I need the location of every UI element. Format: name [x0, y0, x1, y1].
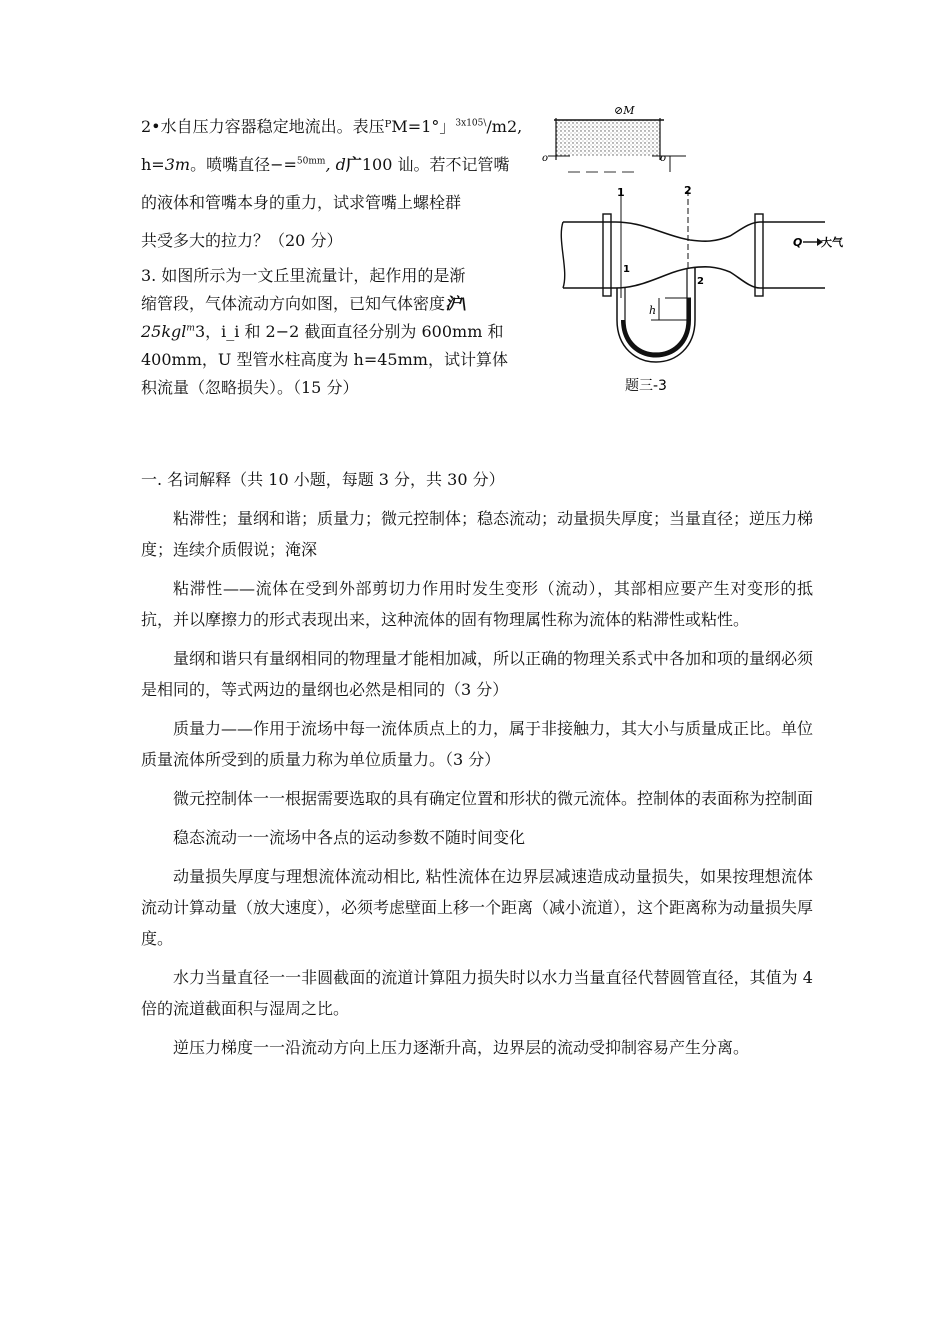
problem3-line-4: 400mm，U 型管水柱高度为 h=45mm，试计算体: [141, 350, 508, 369]
problem2-h: h=: [141, 155, 165, 174]
h-label: h: [649, 304, 657, 317]
gauge-label: ⊘M: [614, 104, 635, 117]
problem3-density-value: 25kgl: [141, 322, 187, 341]
problem2-diameter-value: 50mm: [296, 156, 326, 167]
tank-o-left: o: [542, 153, 549, 164]
definition-body-force: 质量力——作用于流场中每一流体质点上的力，属于非接触力，其大小与质量成正比。单位质量流体所受到的质量力称为单位质量力。（3 分）: [141, 719, 814, 769]
figure-caption: 题三-3: [625, 378, 667, 392]
atmosphere-label: 大气: [821, 236, 843, 249]
section-2-label: 2: [684, 184, 692, 197]
definition-momentum-thickness: 动量损失厚度与理想流体流动相比, 粘性流体在边界层减速造成动量损失，如果按理想流体流动计算动量（放大速度），必须考虑壁面上移一个距离（减小流道），这个距离称为动量损失厚度。: [141, 867, 814, 948]
flow-q-label: Q: [793, 236, 803, 249]
problem2-line2-end: 100 讪。若不记管嘴: [361, 155, 510, 174]
section-heading: 一. 名词解释（共 10 小题，每题 3 分，共 30 分）: [141, 470, 505, 489]
flange-right: [755, 214, 763, 296]
definition-dimensional-homogeneity: 量纲和谐只有量纲相同的物理量才能相加减，所以正确的物理关系式中各加和项的量纲必须是相同的，等式两边的量纲也必然是相同的（3 分）: [141, 649, 814, 699]
problem3-line-2: [141, 290, 541, 318]
problem3-line-1: 3. 如图所示为一文丘里流量计，起作用的是渐: [141, 266, 466, 285]
section-1-label: 1: [617, 186, 625, 199]
problem3-line-3: [141, 318, 541, 346]
definitions-section: [141, 464, 813, 1071]
venturi-upper-wall: [563, 222, 825, 241]
problem2-pressure-unit: /m2,: [486, 117, 523, 136]
definition-hydraulic-diameter: 水力当量直径一一非圆截面的流道计算阻力损失时以水力当量直径代替圆管直径，其值为 4 倍的流道截面积与湿周之比。: [141, 968, 813, 1018]
problem3-line-5: 积流量（忽略损失）。（15 分）: [141, 378, 359, 397]
problem2-line-1: [141, 108, 541, 146]
problem-block: [141, 108, 541, 402]
venturi-lower-wall: [563, 267, 825, 288]
problem2-line-2: [141, 146, 541, 184]
problem2-pressure: ᴾM=1°」: [384, 117, 456, 136]
problem2-pressure-exp: 3x105\: [455, 118, 487, 129]
problem3: [141, 262, 541, 402]
problem2-d-char: 广: [345, 155, 362, 174]
section-1-low-label: 1: [623, 264, 630, 275]
section-2-low-label: 2: [697, 276, 704, 287]
definitions-term-list: 粘滞性；量纲和谐；质量力；微元控制体；稳态流动；动量损失厚度；当量直径；逆压力梯度；连续介质假说；淹深: [141, 509, 814, 559]
problem2-d: , d: [325, 155, 346, 174]
problem3-diameters: 3，i_i 和 2−2 截面直径分别为 600mm 和: [194, 322, 504, 341]
tank-o-right: o: [660, 153, 667, 164]
problem2-line-4: 共受多大的拉力？（20 分）: [141, 231, 343, 250]
venturi-meter-figure: [555, 180, 855, 392]
venturi-left-break: [561, 222, 564, 288]
definition-control-volume: 微元控制体一一根据需要选取的具有确定位置和形状的微元流体。控制体的表面称为控制面: [173, 789, 814, 808]
flange-left: [603, 214, 611, 296]
pressure-tank-figure: [540, 102, 690, 174]
problem2-text: 2•水自压力容器稳定地流出。表压: [141, 117, 385, 136]
definition-adverse-pressure-gradient: 逆压力梯度一一沿流动方向上压力逐渐升高，边界层的流动受抑制容易产生分离。: [173, 1038, 750, 1057]
problem3-density-unit: m: [186, 323, 195, 334]
problem2-diameter: 。喷嘴直径−=: [190, 155, 297, 174]
tank-water: [556, 120, 660, 156]
problem2-h-value: 3m: [164, 155, 191, 174]
definition-steady-flow: 稳态流动一一流场中各点的运动参数不随时间变化: [173, 828, 526, 847]
problem3-text: 缩管段，气体流动方向如图，已知气体密度: [141, 294, 446, 313]
problem3-density-symbol: 沪\: [445, 294, 467, 313]
problem2-line-3: 的液体和管嘴本身的重力，试求管嘴上螺栓群: [141, 193, 462, 212]
definition-viscosity: 粘滞性——流体在受到外部剪切力作用时发生变形（流动），其部相应要产生对变形的抵抗，并以摩擦力的形式表现出来，这种流体的固有物理属性称为流体的粘滞性或粘性。: [141, 579, 813, 629]
